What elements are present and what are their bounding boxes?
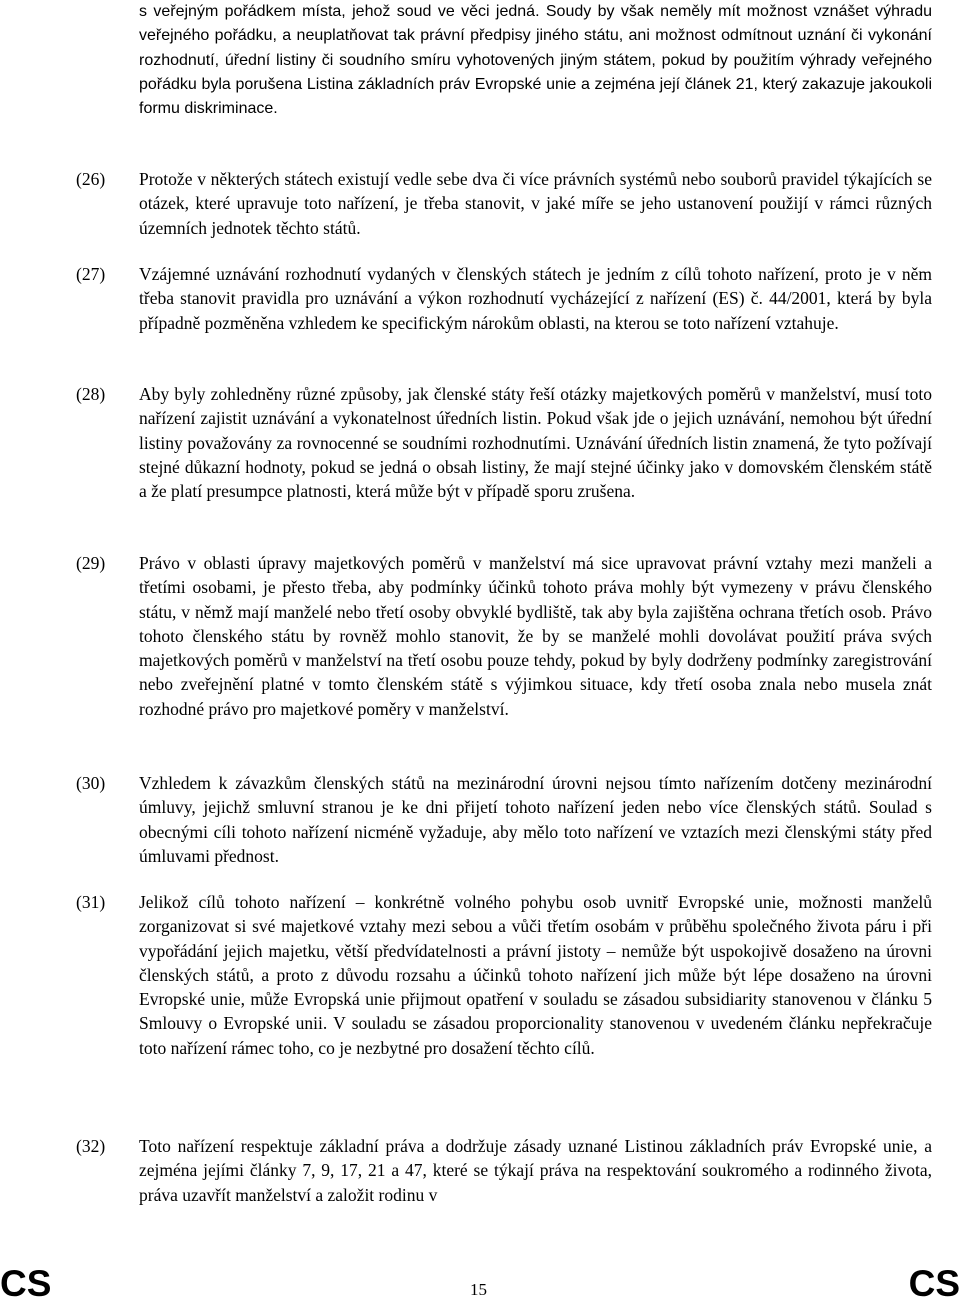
recital-number: (32) [76, 1136, 106, 1156]
recital-text: Jelikož cílů tohoto nařízení – konkrétně volného pohybu osob uvnitř Evropské unie, možnosti manželů zorganizovat si své majetkové vztahy mezi sebou a vůči třetím osobám v průběhu společného života páru i při vypořádání jejich majetku, větší předvídatelnosti a právní jistoty – nemůže být uspokojivě dosaženo na úrovni členských států, a proto z důvodu rozsahu a účinků tohoto nařízení jich může být lépe dosaženo na úrovni Evropské unie, může Evropská unie přijmout opatření v souladu se zásadou subsidiarity stanovenou v článku 5 Smlouvy o Evropské unii. V souladu se zásadou proporcionality stanovenou v uvedeném článku nepřekračuje toto nařízení rámec toho, co je nezbytné pro dosažení těchto cílů. [139, 892, 932, 1058]
recital-text: Protože v některých státech existují vedle sebe dva či více právních systémů nebo souborů pravidel týkajících se otázek, které upravuje toto nařízení, je třeba stanovit, v jaké míře se jeho ustanovení použijí v rámci různých územních jednotek těchto států. [139, 169, 932, 238]
language-code-right: CS [908, 1263, 960, 1304]
recital-number: (30) [76, 773, 106, 793]
recital-number: (26) [76, 169, 106, 189]
recital-number: (28) [76, 384, 106, 404]
recital-text: Aby byly zohledněny různé způsoby, jak členské státy řeší otázky majetkových poměrů v manželství, musí toto nařízení zajistit uznávání a vykonatelnost úředních listin. Pokud však jde o jejich uznávání, nemohou být úřední listiny považovány za rovnocenné se soudními rozhodnutími. Uznávání úředních listin znamená, že tyto požívají stejné důkazní hodnoty, pokud se jedná o obsah listiny, že mají stejné účinky jako v domovském členském státě a že platí presumpce platnosti, která může být v případě sporu zrušena. [139, 384, 932, 502]
recital-text: Toto nařízení respektuje základní práva a dodržuje zásady uznané Listinou základních práv Evropské unie, a zejména jejími články 7, 9, 17, 21 a 47, které se týkají práva na respektování soukromého a rodinného života, práva uzavřít manželství a založit rodinu v [139, 1136, 932, 1205]
intro-paragraph: s veřejným pořádkem místa, jehož soud ve věci jedná. Soudy by však neměly mít možnost vznášet výhradu veřejného pořádku, a neuplatňovat tak právní předpisy jiného státu, ani možnost odmítnout uznání či vykonání rozhodnutí, úřední listiny či soudního smíru vyhotovených jiným státem, pokud by použitím výhrady veřejného pořádku byla porušena Listina základních práv Evropské unie a zejména její článek 21, který zakazuje jakoukoli formu diskriminace. [139, 3, 932, 118]
recital-number: (29) [76, 553, 106, 573]
recital-text: Vzhledem k závazkům členských států na mezinárodní úrovni nejsou tímto nařízením dotčeny mezinárodní úmluvy, jejichž smluvní stranou je ke dni přijetí tohoto nařízení jeden nebo více členských států. Soulad s obecnými cíli tohoto nařízení nicméně vyžaduje, aby mělo toto nařízení ve vztazích mezi členskými státy před úmluvami přednost. [139, 773, 932, 866]
recital-text: Právo v oblasti úpravy majetkových poměrů v manželství má sice upravovat právní vztahy mezi manželi a třetími osobami, je přesto třeba, aby podmínky účinků tohoto práva mohly být vymezeny v právu členského státu, v němž mají manželé nebo třetí osoby obvyklé bydliště, tak aby byla zajištěna ochrana třetích osob. Právo tohoto členského státu by rovněž mohlo stanovit, že by se manželé mohli dovolávat použití práva svých majetkových poměrů v manželství na třetí osobu pouze tehdy, pokud by byly dodrženy podmínky zaregistrování nebo zveřejnění platné v tomto členském státě s výjimkou situace, kdy třetí osoba znala nebo musela znát rozhodné právo pro majetkové poměry v manželství. [139, 553, 932, 719]
recital-number: (27) [76, 264, 106, 284]
recital-text: Vzájemné uznávání rozhodnutí vydaných v členských státech je jedním z cílů tohoto nařízení, proto je v něm třeba stanovit pravidla pro uznávání a výkon rozhodnutí vycházející z nařízení (ES) č. 44/2001, která by byla případně pozměněna vzhledem ke specifickým nárokům oblasti, na kterou se toto nařízení vztahuje. [139, 264, 932, 333]
language-code-left: CS [0, 1263, 52, 1304]
page-footer [0, 1265, 960, 1303]
page-number: 15 [470, 1280, 487, 1299]
recital-number: (31) [76, 892, 106, 912]
